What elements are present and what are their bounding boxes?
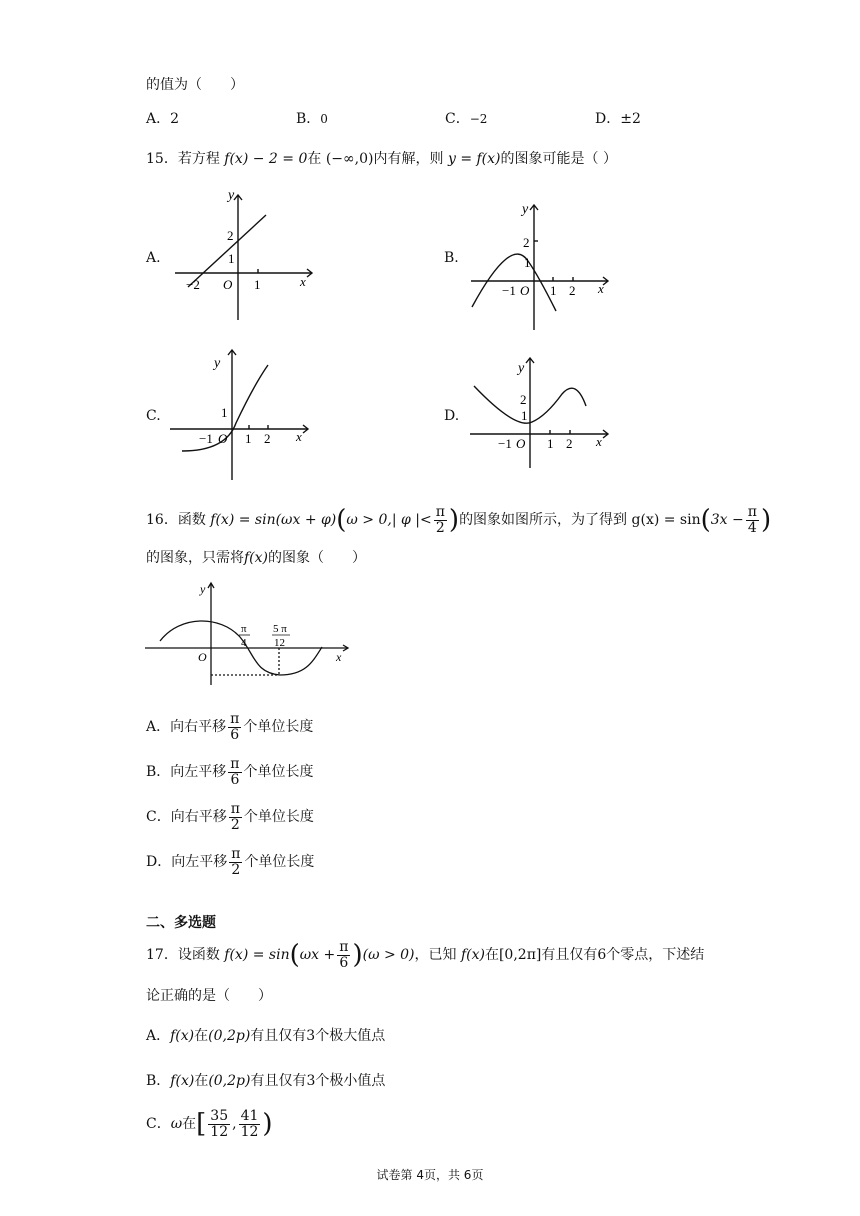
q15-label-a: A. [146, 250, 161, 266]
q14-option-b: B．0 [296, 111, 328, 127]
svg-text:y: y [522, 202, 529, 217]
q17-stem: 17．设函数 f(x) = sin(ωx + $\frac{\pi}{6}$ )(ω > 0)，已知 f(x)在[0,2π]有且仅有6个零点，下述结 [146, 938, 705, 971]
svg-text:π: π [241, 623, 247, 635]
svg-text:x: x [296, 429, 302, 444]
q16-graph [140, 575, 360, 685]
q15-graph-b [466, 195, 616, 335]
q15-graph-c [166, 345, 316, 485]
q16-stem: 16．函数 f(x) = sin(ωx + φ)(ω > 0,| φ |< $\frac{\pi}{2}$ )的图象如图所示，为了得到 g(x) = sin(3x − $\frac{\pi}{4}$ ) [146, 503, 772, 536]
svg-text:4: 4 [241, 637, 247, 649]
q15-stem: 15．若方程 f(x) − 2 = 0在 (−∞,0)内有解，则 y = f(x)的图象可能是（ ） [146, 151, 617, 167]
q17-option-a: A．f(x)在(0,2p)有且仅有3个极大值点 [146, 1028, 386, 1044]
q16-option-d: D．向左平移 $\frac{\pi}{2}$ 个单位长度 [146, 846, 315, 878]
q14-option-c: C．−2 [445, 111, 488, 127]
svg-text:−1: −1 [498, 436, 512, 451]
q15-graph-d [466, 350, 616, 470]
q16-option-b: B．向左平移 $\frac{\pi}{6}$ 个单位长度 [146, 756, 314, 788]
svg-text:−1: −1 [199, 431, 213, 446]
svg-text:x: x [596, 434, 602, 449]
svg-text:2: 2 [569, 283, 576, 298]
svg-text:−1: −1 [502, 283, 516, 298]
q14-option-a: A．2 [146, 111, 180, 127]
q15-graph-a [170, 185, 320, 325]
svg-text:1: 1 [524, 255, 531, 270]
svg-text:y: y [200, 582, 206, 596]
q15-label-d: D. [444, 408, 460, 424]
page-footer: 试卷第 4页，共 6页 [376, 1168, 484, 1182]
svg-text:2: 2 [523, 235, 530, 250]
svg-text:y: y [228, 188, 235, 203]
q16-option-c: C．向右平移 $\frac{\pi}{2}$ 个单位长度 [146, 801, 314, 833]
svg-text:1: 1 [221, 405, 228, 420]
svg-text:12: 12 [274, 637, 285, 649]
section-title: 二、多选题 [146, 915, 216, 931]
svg-text:1: 1 [228, 251, 235, 266]
svg-text:2: 2 [227, 228, 234, 243]
svg-text:−2: −2 [186, 277, 200, 292]
svg-text:O: O [520, 283, 530, 298]
q15-label-c: C. [146, 408, 161, 424]
svg-text:1: 1 [521, 408, 528, 423]
svg-text:1: 1 [550, 283, 557, 298]
svg-text:O: O [223, 277, 233, 292]
svg-text:2: 2 [264, 431, 271, 446]
q17-option-b: B．f(x)在(0,2p)有且仅有3个极小值点 [146, 1073, 386, 1089]
q16-option-a: A．向右平移 $\frac{\pi}{6}$ 个单位长度 [146, 711, 314, 743]
svg-text:1: 1 [547, 436, 554, 451]
svg-text:x: x [300, 274, 306, 289]
q17-stem-line2: 论正确的是（ ） [146, 988, 272, 1004]
svg-text:2: 2 [566, 436, 573, 451]
svg-text:1: 1 [254, 277, 261, 292]
svg-text:x: x [336, 650, 342, 664]
q15-label-b: B. [444, 250, 459, 266]
q14-option-d: D．±2 [595, 111, 641, 127]
svg-text:1: 1 [245, 431, 252, 446]
svg-text:y: y [518, 361, 525, 376]
svg-text:O: O [516, 436, 526, 451]
svg-text:2: 2 [520, 392, 527, 407]
svg-text:y: y [214, 356, 221, 371]
q16-stem-line2: 的图象，只需将f(x)的图象（ ） [146, 550, 367, 566]
q14-tail: 的值为（ ） [146, 77, 244, 93]
svg-text:x: x [598, 281, 604, 296]
svg-text:O: O [218, 431, 228, 446]
svg-text:5 π: 5 π [273, 623, 287, 635]
svg-text:O: O [198, 650, 207, 664]
q17-option-c: C．ω在[ $\frac{35}{12}$ , $\frac{41}{12}$ ) [146, 1107, 273, 1140]
